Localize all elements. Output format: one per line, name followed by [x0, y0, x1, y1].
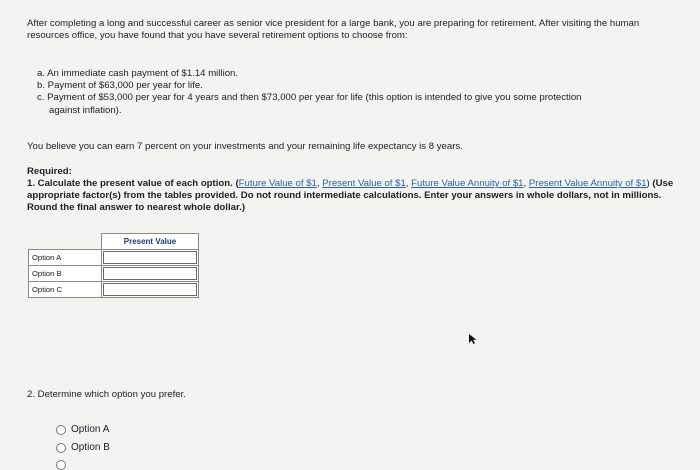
- present-value-annuity-link[interactable]: Present Value Annuity of $1: [528, 178, 647, 189]
- table-row: [29, 250, 199, 266]
- option-b-pv-input[interactable]: [103, 267, 197, 280]
- options-list: [27, 68, 582, 117]
- required-section: Required: 1. Calculate the present value of each option. (Future Value of $1, Present Value of $1, Future Value Annuity of $1, Present Value Annuity of $1) (Use appropriate factor(s) from the tables provided. Do not round intermediate calculations. Enter your answers in whole dollars, not in millions. Round the final answer to nearest whole dollar.): [27, 166, 674, 213]
- row-label-option-b: Option B: [29, 266, 102, 282]
- present-value-link[interactable]: Present Value of $1: [322, 178, 406, 189]
- required-label: Required:: [27, 166, 72, 177]
- option-a-pv-input[interactable]: [103, 251, 197, 264]
- radio-button-icon[interactable]: [56, 425, 66, 435]
- intro-text: After completing a long and successful career as senior vice president for a large bank, you are preparing for retirement. After visiting the human resources office, you have found that you have several retirement options to choose from:: [27, 18, 640, 41]
- radio-button-icon[interactable]: [56, 443, 66, 453]
- choice-label: Option A: [71, 424, 110, 435]
- option-b-text: b. Payment of $63,000 per year for life.: [37, 80, 203, 92]
- row-label-option-c: Option C: [29, 282, 102, 298]
- question-1-prefix: 1. Calculate the present value of each option. (: [27, 178, 239, 189]
- choice-label: Option B: [71, 442, 110, 453]
- option-c-pv-input[interactable]: [103, 283, 197, 296]
- option-c-continuation: against inflation).: [49, 104, 122, 116]
- choice-option-a[interactable]: [56, 424, 109, 435]
- table-row: [29, 282, 199, 298]
- present-value-header: Present Value: [102, 234, 199, 250]
- present-value-table: [28, 233, 199, 298]
- question-2-text: 2. Determine which option you prefer.: [27, 389, 186, 400]
- table-row: [29, 266, 199, 282]
- radio-button-icon[interactable]: [56, 460, 66, 470]
- option-c-text: c. Payment of $53,000 per year for 4 years and then $73,000 per year for life (this option is intended to give you some protection: [37, 92, 582, 104]
- option-a-text: a. An immediate cash payment of $1.14 million.: [37, 68, 239, 79]
- future-value-link[interactable]: Future Value of $1: [238, 178, 317, 189]
- future-value-annuity-link[interactable]: Future Value Annuity of $1: [411, 178, 524, 189]
- choice-option-b[interactable]: [56, 442, 110, 453]
- mouse-cursor-icon: [468, 333, 480, 345]
- choice-option-c-partial[interactable]: [56, 460, 71, 470]
- row-label-option-a: Option A: [29, 250, 102, 266]
- assumptions-text: You believe you can earn 7 percent on your investments and your remaining life expectancy is 8 years.: [27, 141, 463, 152]
- instructions-text: (Use appropriate factor(s) from the tables provided. Do not round intermediate calculations. Enter your answers in whole dollars, not in millions. Round the final answer to nearest whole dollar.): [27, 178, 674, 213]
